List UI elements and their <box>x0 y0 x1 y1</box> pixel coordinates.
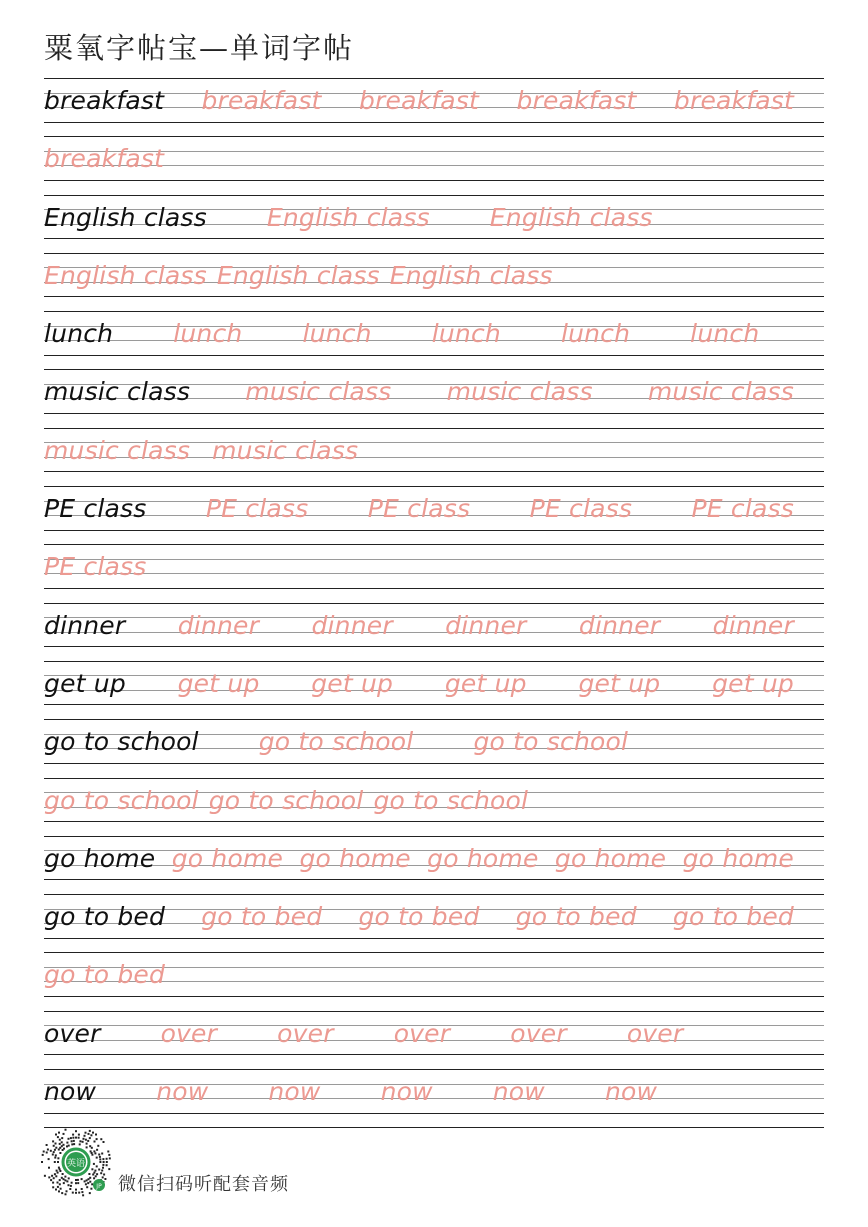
practice-row <box>44 253 824 311</box>
trace-word: get up <box>444 668 527 698</box>
trace-word: go to bed <box>672 902 794 932</box>
guide-line <box>44 369 824 370</box>
row-words <box>44 1014 824 1054</box>
trace-word: go to school <box>44 785 199 815</box>
guide-line <box>44 588 824 589</box>
trace-word: PE class <box>691 494 794 524</box>
guide-line <box>44 195 824 196</box>
guide-line <box>44 996 824 997</box>
practice-row <box>44 136 824 194</box>
row-words <box>44 256 824 296</box>
guide-line <box>44 938 824 939</box>
guide-line <box>44 603 824 604</box>
trace-word: lunch <box>560 319 631 349</box>
guide-line <box>44 355 824 356</box>
guide-line <box>44 821 824 822</box>
row-words <box>44 431 824 471</box>
row-words <box>44 372 824 412</box>
practice-row <box>44 486 824 544</box>
trace-word: dinner <box>445 610 527 640</box>
trace-word: lunch <box>302 319 372 349</box>
guide-line <box>44 253 824 254</box>
trace-word: go home <box>682 843 794 873</box>
trace-word: over <box>160 1018 218 1048</box>
practice-row <box>44 778 824 836</box>
trace-word: now <box>380 1077 433 1107</box>
guide-line <box>44 661 824 662</box>
trace-word: get up <box>712 668 794 698</box>
guide-line <box>44 238 824 239</box>
trace-word: lunch <box>431 319 501 349</box>
qr-badge-label: 英语 <box>66 1159 86 1169</box>
row-words <box>44 664 824 704</box>
trace-word: now <box>268 1077 321 1107</box>
qr-code-icon[interactable] <box>40 1126 112 1198</box>
row-words <box>44 839 824 879</box>
trace-word: go to bed <box>515 902 637 932</box>
practice-word: breakfast <box>44 86 165 115</box>
footer-caption: 微信扫码听配套音频 <box>118 1174 289 1195</box>
guide-line <box>44 486 824 487</box>
trace-word: go home <box>554 843 667 873</box>
practice-word: over <box>44 1018 101 1048</box>
guide-line <box>44 719 824 720</box>
trace-word: over <box>510 1018 567 1048</box>
practice-word: go to school <box>44 727 199 757</box>
guide-line <box>44 778 824 779</box>
trace-word: go home <box>171 843 284 873</box>
row-words <box>44 606 824 646</box>
practice-row <box>44 1069 824 1127</box>
trace-word: now <box>156 1077 209 1107</box>
trace-word: now <box>604 1077 658 1107</box>
trace-word: English class <box>489 202 653 232</box>
guide-line <box>44 1069 824 1070</box>
trace-word: go home <box>299 843 411 873</box>
guide-line <box>44 836 824 837</box>
guide-line <box>44 428 824 429</box>
trace-word: music class <box>245 377 392 407</box>
guide-line <box>44 311 824 312</box>
guide-line <box>44 1054 824 1055</box>
guide-line <box>44 296 824 297</box>
practice-row <box>44 894 824 952</box>
guide-line <box>44 952 824 953</box>
trace-word: music class <box>647 377 794 407</box>
practice-word: go home <box>44 843 156 873</box>
trace-word: dinner <box>578 610 661 640</box>
trace-word: breakfast <box>516 86 637 115</box>
practice-row <box>44 369 824 427</box>
trace-word: over <box>277 1018 334 1048</box>
practice-word: PE class <box>44 494 147 524</box>
trace-word: dinner <box>177 610 260 640</box>
practice-row <box>44 719 824 777</box>
practice-row <box>44 544 824 602</box>
practice-row <box>44 1011 824 1069</box>
trace-word: English class <box>389 260 553 290</box>
row-words <box>44 139 824 179</box>
row-words <box>44 81 824 121</box>
practice-word: now <box>44 1077 97 1107</box>
practice-row <box>44 836 824 894</box>
practice-row <box>44 603 824 661</box>
guide-line <box>44 122 824 123</box>
trace-word: lunch <box>690 319 760 349</box>
trace-word: PE class <box>44 552 147 582</box>
practice-word: music class <box>44 377 191 407</box>
trace-word: go to bed <box>44 960 166 990</box>
row-words <box>44 722 824 762</box>
guide-line <box>44 136 824 137</box>
trace-word: music class <box>212 435 359 465</box>
guide-line <box>44 413 824 414</box>
trace-word: music class <box>44 435 191 465</box>
row-words <box>44 781 824 821</box>
page-title: 粟氧字帖宝—单词字帖 <box>44 31 355 65</box>
trace-word: now <box>492 1077 545 1107</box>
trace-word: get up <box>177 668 260 698</box>
guide-line <box>44 1113 824 1114</box>
trace-word: English class <box>44 260 207 290</box>
qr-corner-label: JP <box>96 1183 102 1190</box>
guide-line <box>44 471 824 472</box>
trace-word: go to school <box>258 727 414 757</box>
practice-row <box>44 952 824 1010</box>
row-words <box>44 897 824 937</box>
trace-word: get up <box>311 668 394 698</box>
row-words <box>44 198 824 238</box>
practice-word: lunch <box>44 319 114 349</box>
trace-word: PE class <box>529 494 633 524</box>
guide-line <box>44 763 824 764</box>
trace-word: over <box>626 1018 684 1048</box>
guide-line <box>44 704 824 705</box>
practice-word: get up <box>44 668 126 698</box>
trace-word: PE class <box>367 494 471 524</box>
trace-word: over <box>393 1018 451 1048</box>
trace-word: breakfast <box>201 86 322 115</box>
trace-word: dinner <box>311 610 393 640</box>
practice-row <box>44 661 824 719</box>
guide-line <box>44 180 824 181</box>
trace-word: PE class <box>205 494 309 524</box>
guide-line <box>44 879 824 880</box>
trace-word: dinner <box>712 610 794 640</box>
row-words <box>44 955 824 995</box>
guide-line <box>44 1011 824 1012</box>
trace-word: breakfast <box>358 86 480 115</box>
practice-word: dinner <box>44 610 126 640</box>
practice-word: go to bed <box>44 902 166 932</box>
row-words <box>44 1072 824 1112</box>
trace-word: English class <box>216 260 380 290</box>
practice-sheet <box>44 78 824 1127</box>
guide-line <box>44 646 824 647</box>
trace-word: go to bed <box>358 902 480 932</box>
trace-word: music class <box>446 377 593 407</box>
guide-line <box>44 530 824 531</box>
guide-line <box>44 78 824 79</box>
practice-row <box>44 428 824 486</box>
trace-word: go to bed <box>201 902 323 932</box>
guide-line <box>44 894 824 895</box>
guide-line <box>44 544 824 545</box>
practice-row <box>44 195 824 253</box>
trace-word: breakfast <box>673 86 794 115</box>
row-words <box>44 314 824 354</box>
row-words <box>44 489 824 529</box>
trace-word: go to school <box>208 785 364 815</box>
trace-word: go to school <box>373 785 529 815</box>
trace-word: go to school <box>473 727 629 757</box>
trace-word: breakfast <box>44 144 165 174</box>
footer <box>40 1126 360 1198</box>
trace-word: lunch <box>173 319 243 349</box>
practice-word: English class <box>44 202 207 232</box>
practice-row <box>44 78 824 136</box>
row-words <box>44 547 824 587</box>
trace-word: get up <box>578 668 661 698</box>
trace-word: English class <box>266 202 430 232</box>
practice-row <box>44 311 824 369</box>
trace-word: go home <box>427 843 539 873</box>
